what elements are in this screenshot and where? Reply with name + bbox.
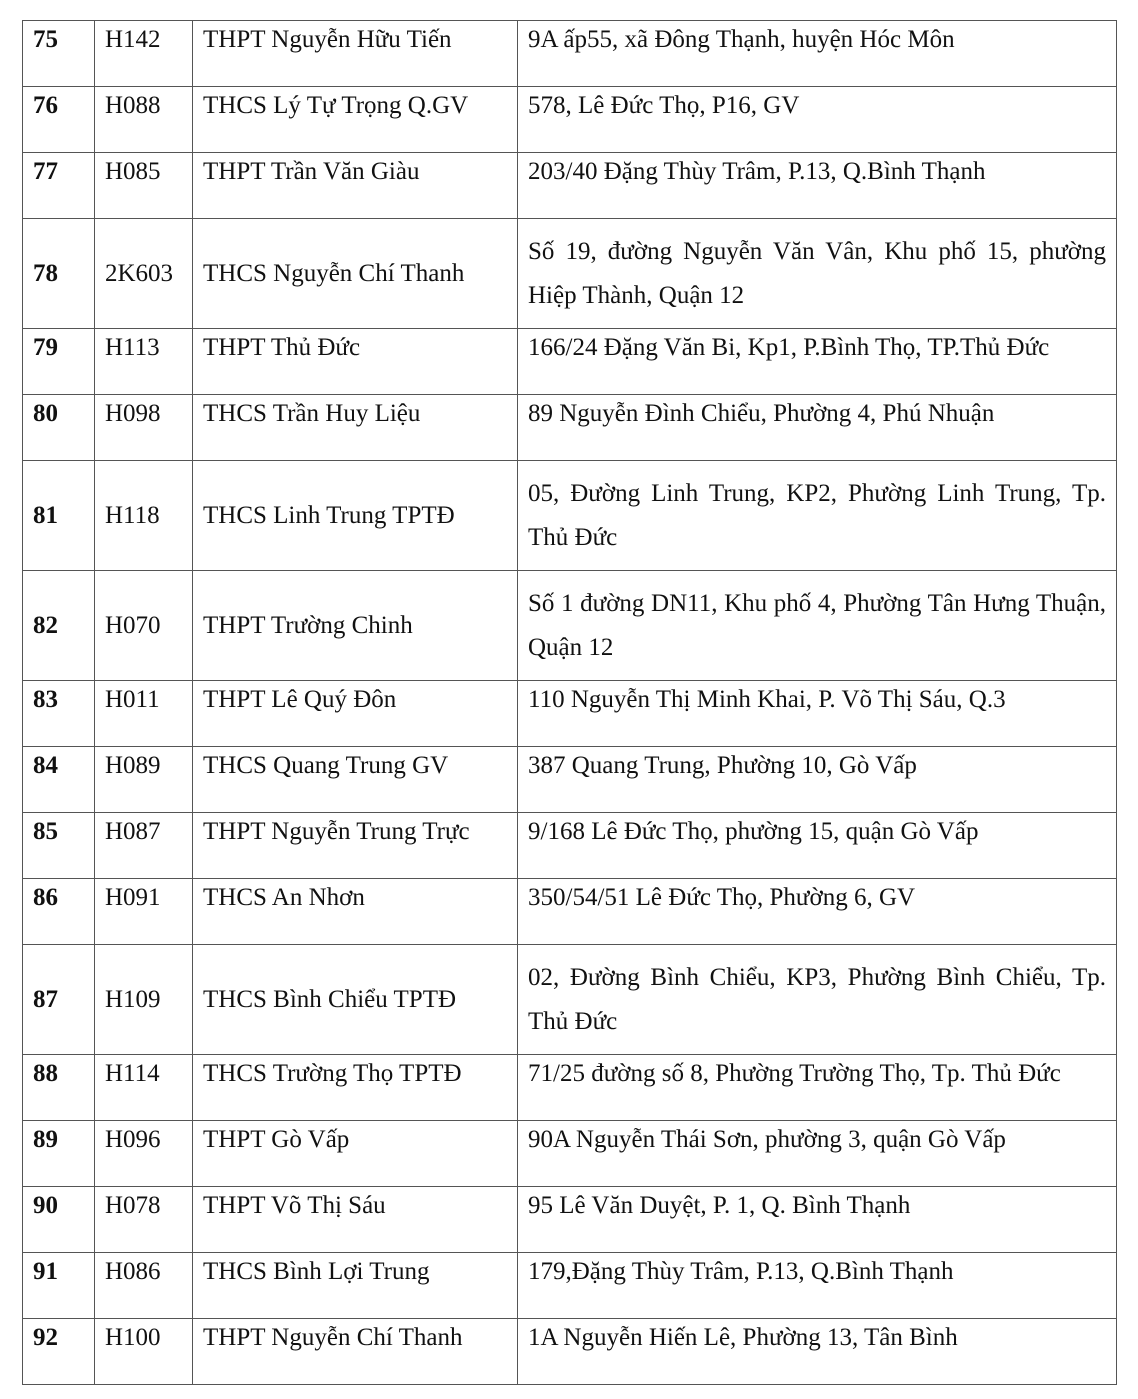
row-number-cell: [23, 1121, 95, 1187]
school-code-cell-text: H085: [105, 158, 161, 185]
school-name-cell-text: THCS An Nhơn: [203, 884, 365, 911]
table-row: [23, 395, 1117, 461]
school-code-cell-text: H100: [105, 1324, 161, 1351]
school-name-cell-text: THCS Quang Trung GV: [203, 752, 449, 779]
school-code-cell-text: H114: [105, 1060, 160, 1087]
row-number-cell: [23, 329, 95, 395]
school-name-cell-text: THCS Bình Lợi Trung: [203, 1258, 430, 1285]
school-name-cell: [193, 395, 518, 461]
table-row: [23, 1121, 1117, 1187]
school-code-cell-text: H113: [105, 334, 160, 361]
school-address-cell: [518, 1055, 1117, 1121]
school-name-cell: [193, 329, 518, 395]
school-code-cell-text: H089: [105, 752, 161, 779]
table-body: [23, 21, 1117, 1385]
school-code-cell-text: H091: [105, 884, 161, 911]
school-code-cell-text: H011: [105, 686, 160, 713]
school-address-cell-text: 89 Nguyễn Đình Chiểu, Phường 4, Phú Nhuận: [528, 400, 995, 427]
school-name-cell: [193, 879, 518, 945]
row-number-cell-text: 75: [33, 26, 58, 53]
school-code-cell: [95, 879, 193, 945]
school-code-cell: [95, 1055, 193, 1121]
school-address-cell-text: 95 Lê Văn Duyệt, P. 1, Q. Bình Thạnh: [528, 1192, 911, 1219]
school-address-cell: 05, Đường Linh Trung, KP2, Phường Linh Trung, Tp. Thủ Đức: [518, 461, 1117, 571]
school-code-cell: [95, 813, 193, 879]
school-name-cell-text: THPT Nguyễn Hữu Tiến: [203, 26, 452, 53]
school-address-cell-text: 90A Nguyễn Thái Sơn, phường 3, quận Gò Vấp: [528, 1126, 1006, 1153]
school-code-cell: [95, 21, 193, 87]
school-code-cell-text: H096: [105, 1126, 161, 1153]
table-row: [23, 1253, 1117, 1319]
school-name-cell: THCS Linh Trung TPTĐ: [193, 461, 518, 571]
school-name-cell: [193, 1121, 518, 1187]
row-number-cell: [23, 747, 95, 813]
school-code-cell: 2K603: [95, 219, 193, 329]
school-name-cell-text: THCS Lý Tự Trọng Q.GV: [203, 92, 469, 119]
row-number-cell: 78: [23, 219, 95, 329]
school-code-cell: [95, 747, 193, 813]
table-row: [23, 879, 1117, 945]
school-address-cell: [518, 1319, 1117, 1385]
school-name-cell: THPT Trường Chinh: [193, 571, 518, 681]
row-number-cell-text: 90: [33, 1192, 58, 1219]
row-number-cell: [23, 1187, 95, 1253]
school-code-cell: [95, 681, 193, 747]
school-name-cell: [193, 21, 518, 87]
school-code-cell: [95, 1121, 193, 1187]
school-name-cell: [193, 1055, 518, 1121]
row-number-cell-text: 80: [33, 400, 58, 427]
row-number-cell: 82: [23, 571, 95, 681]
row-number-cell: [23, 681, 95, 747]
school-name-cell: [193, 87, 518, 153]
school-name-cell-text: THPT Gò Vấp: [203, 1126, 350, 1153]
row-number-cell-text: 91: [33, 1258, 58, 1285]
school-address-cell: [518, 1187, 1117, 1253]
row-number-cell-text: 76: [33, 92, 58, 119]
school-name-cell: THCS Nguyễn Chí Thanh: [193, 219, 518, 329]
table-row: [23, 813, 1117, 879]
table-row: [23, 461, 1117, 571]
school-address-cell-text: 1A Nguyễn Hiến Lê, Phường 13, Tân Bình: [528, 1324, 958, 1351]
row-number-cell: [23, 21, 95, 87]
school-name-cell: [193, 813, 518, 879]
school-address-cell: Số 19, đường Nguyễn Văn Vân, Khu phố 15, phường Hiệp Thành, Quận 12: [518, 219, 1117, 329]
school-name-cell-text: THCS Trường Thọ TPTĐ: [203, 1060, 462, 1087]
row-number-cell: [23, 1253, 95, 1319]
school-address-cell: 02, Đường Bình Chiểu, KP3, Phường Bình Chiểu, Tp. Thủ Đức: [518, 945, 1117, 1055]
table-row: [23, 219, 1117, 329]
school-code-cell: H118: [95, 461, 193, 571]
school-code-cell: H109: [95, 945, 193, 1055]
row-number-cell: [23, 87, 95, 153]
school-name-cell: THCS Bình Chiểu TPTĐ: [193, 945, 518, 1055]
school-address-cell: [518, 329, 1117, 395]
school-name-cell: [193, 747, 518, 813]
row-number-cell-text: 92: [33, 1324, 58, 1351]
school-address-cell: [518, 1121, 1117, 1187]
table-row: [23, 21, 1117, 87]
row-number-cell: [23, 813, 95, 879]
row-number-cell-text: 89: [33, 1126, 58, 1153]
school-address-cell-text: 166/24 Đặng Văn Bi, Kp1, P.Bình Thọ, TP.Thủ Đức: [528, 334, 1050, 361]
school-address-cell: [518, 879, 1117, 945]
table-row: [23, 87, 1117, 153]
school-address-cell-text: 203/40 Đặng Thùy Trâm, P.13, Q.Bình Thạnh: [528, 158, 986, 185]
school-name-cell-text: THPT Võ Thị Sáu: [203, 1192, 386, 1219]
school-name-cell-text: THPT Nguyễn Trung Trực: [203, 818, 470, 845]
row-number-cell: 87: [23, 945, 95, 1055]
school-address-cell: [518, 1253, 1117, 1319]
school-name-cell-text: THPT Nguyễn Chí Thanh: [203, 1324, 463, 1351]
table-row: [23, 945, 1117, 1055]
school-code-cell: [95, 1187, 193, 1253]
school-code-cell-text: H098: [105, 400, 161, 427]
school-code-cell: [95, 153, 193, 219]
school-code-cell: H070: [95, 571, 193, 681]
table-row: [23, 1187, 1117, 1253]
school-name-cell: [193, 1253, 518, 1319]
school-name-cell-text: THPT Trần Văn Giàu: [203, 158, 420, 185]
row-number-cell-text: 79: [33, 334, 58, 361]
school-name-cell: [193, 681, 518, 747]
row-number-cell: [23, 1055, 95, 1121]
school-address-cell: [518, 153, 1117, 219]
school-code-cell: [95, 329, 193, 395]
school-address-cell-text: 179,Đặng Thùy Trâm, P.13, Q.Bình Thạnh: [528, 1258, 954, 1285]
row-number-cell: [23, 395, 95, 461]
school-address-cell: [518, 87, 1117, 153]
school-code-cell-text: H086: [105, 1258, 161, 1285]
school-name-cell-text: THCS Trần Huy Liệu: [203, 400, 421, 427]
school-name-cell: [193, 1187, 518, 1253]
school-name-cell: [193, 153, 518, 219]
row-number-cell-text: 84: [33, 752, 58, 779]
school-table: [22, 20, 1117, 1385]
row-number-cell: [23, 153, 95, 219]
table-row: [23, 1055, 1117, 1121]
school-code-cell: [95, 395, 193, 461]
school-address-cell: [518, 395, 1117, 461]
row-number-cell-text: 77: [33, 158, 58, 185]
school-address-cell: [518, 681, 1117, 747]
table-row: [23, 153, 1117, 219]
table-row: [23, 329, 1117, 395]
school-address-cell-text: 9/168 Lê Đức Thọ, phường 15, quận Gò Vấp: [528, 818, 979, 845]
school-address-cell-text: 9A ấp55, xã Đông Thạnh, huyện Hóc Môn: [528, 26, 955, 53]
school-address-cell: [518, 813, 1117, 879]
school-name-cell-text: THPT Thủ Đức: [203, 334, 361, 361]
row-number-cell-text: 83: [33, 686, 58, 713]
table-row: [23, 571, 1117, 681]
row-number-cell-text: 86: [33, 884, 58, 911]
school-code-cell-text: H087: [105, 818, 161, 845]
school-address-cell-text: 71/25 đường số 8, Phường Trường Thọ, Tp. Thủ Đức: [528, 1060, 1061, 1087]
school-code-cell-text: H088: [105, 92, 161, 119]
school-address-cell: [518, 21, 1117, 87]
school-code-cell-text: H142: [105, 26, 161, 53]
school-address-cell-text: 350/54/51 Lê Đức Thọ, Phường 6, GV: [528, 884, 916, 911]
row-number-cell: 81: [23, 461, 95, 571]
row-number-cell: [23, 879, 95, 945]
table-row: [23, 747, 1117, 813]
row-number-cell: [23, 1319, 95, 1385]
school-address-cell: Số 1 đường DN11, Khu phố 4, Phường Tân Hưng Thuận, Quận 12: [518, 571, 1117, 681]
school-code-cell: [95, 1319, 193, 1385]
table-row: [23, 681, 1117, 747]
school-code-cell-text: H078: [105, 1192, 161, 1219]
school-address-cell-text: 387 Quang Trung, Phường 10, Gò Vấp: [528, 752, 917, 779]
table-row: [23, 1319, 1117, 1385]
school-name-cell-text: THPT Lê Quý Đôn: [203, 686, 397, 713]
school-address-cell: [518, 747, 1117, 813]
school-name-cell: [193, 1319, 518, 1385]
row-number-cell-text: 85: [33, 818, 58, 845]
school-code-cell: [95, 1253, 193, 1319]
school-code-cell: [95, 87, 193, 153]
row-number-cell-text: 88: [33, 1060, 58, 1087]
school-address-cell-text: 110 Nguyễn Thị Minh Khai, P. Võ Thị Sáu, Q.3: [528, 686, 1006, 713]
school-address-cell-text: 578, Lê Đức Thọ, P16, GV: [528, 92, 800, 119]
